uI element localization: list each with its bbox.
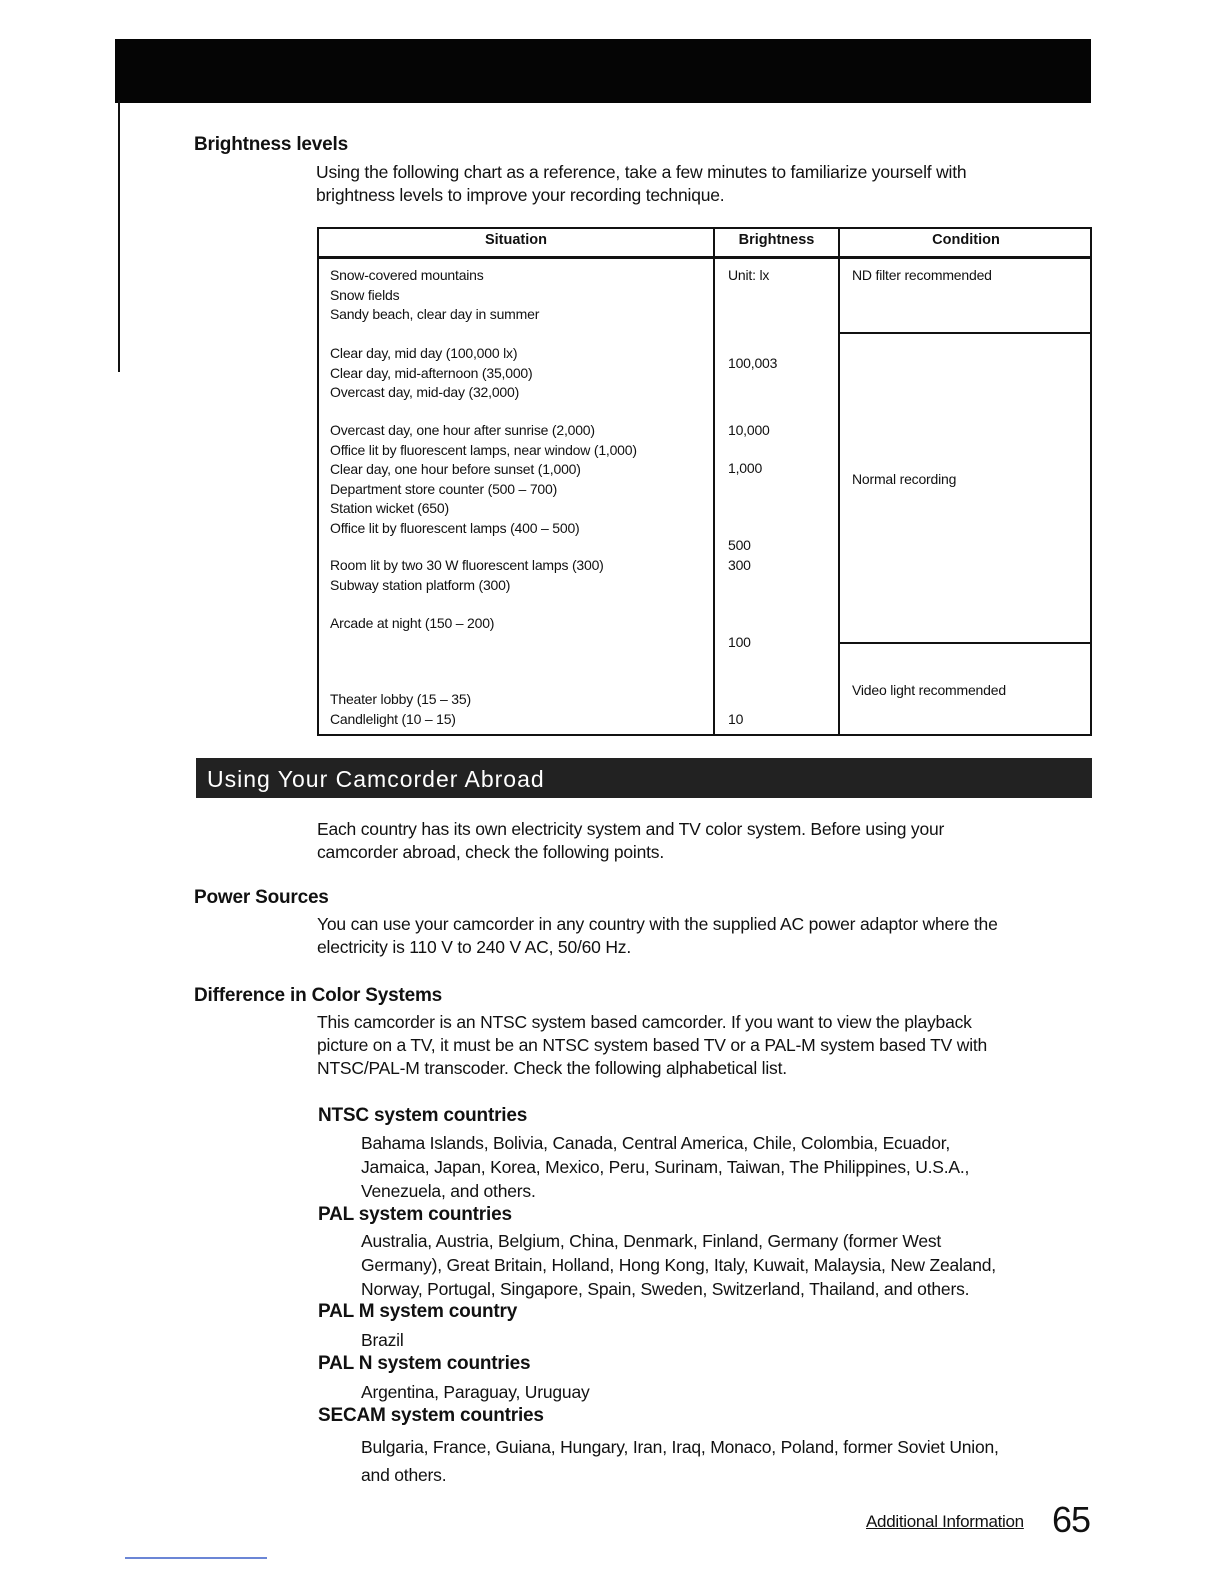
- brightness-intro-line: brightness levels to improve your recording technique.: [316, 185, 725, 205]
- condition-divider: [840, 642, 1090, 644]
- brightness-value: 1,000: [728, 460, 763, 476]
- situation-item: Candlelight (10 – 15): [330, 710, 456, 727]
- color-systems-line: picture on a TV, it must be an NTSC system based TV or a PAL-M system based TV with: [317, 1035, 988, 1055]
- pal-n-heading: PAL N system countries: [318, 1353, 531, 1374]
- situation-item: Snow-covered mountains: [330, 267, 484, 283]
- page-number: 65: [1052, 1499, 1091, 1540]
- country-line: and others.: [361, 1465, 447, 1485]
- power-sources-line: electricity is 110 V to 240 V AC, 50/60 Hz.: [317, 937, 632, 957]
- country-line: Australia, Austria, Belgium, China, Denmark, Finland, Germany (former West: [361, 1231, 942, 1251]
- ntsc-countries: [361, 1131, 969, 1203]
- situation-item: Office lit by fluorescent lamps, near window (1,000): [330, 441, 637, 458]
- pal-m-countries: [361, 1328, 404, 1352]
- situation-item: Overcast day, mid-day (32,000): [330, 384, 520, 400]
- condition-value: Video light recommended: [852, 682, 1006, 698]
- brightness-value: 100: [728, 634, 751, 650]
- pal-n-countries: [361, 1380, 590, 1404]
- situation-group: [330, 344, 714, 403]
- situation-item: Theater lobby (15 – 35): [330, 691, 471, 707]
- country-line: Germany), Great Britain, Holland, Hong Kong, Italy, Kuwait, Malaysia, New Zealand,: [361, 1255, 996, 1275]
- situation-item: Room lit by two 30 W fluorescent lamps (300): [330, 557, 604, 573]
- situation-item: Clear day, mid-afternoon (35,000): [330, 364, 533, 381]
- left-margin-rule: [118, 100, 120, 372]
- brightness-value: Unit: lx: [728, 267, 770, 283]
- situation-group: [330, 266, 714, 325]
- condition-value: Normal recording: [852, 471, 957, 487]
- situation-item: Department store counter (500 – 700): [330, 480, 558, 497]
- brightness-value: 100,003: [728, 355, 778, 371]
- situation-item: Subway station platform (300): [330, 576, 511, 593]
- column-divider: [838, 229, 840, 734]
- situation-item: Snow fields: [330, 286, 400, 303]
- brightness-intro-line: Using the following chart as a reference, take a few minutes to familiarize yourself with: [316, 162, 967, 182]
- pal-countries: [361, 1229, 996, 1301]
- column-header-brightness: Brightness: [738, 232, 815, 248]
- header-divider: [319, 256, 1090, 259]
- abroad-intro-line: camcorder abroad, check the following points.: [317, 842, 665, 862]
- situation-group: [330, 556, 714, 595]
- country-line: Brazil: [361, 1330, 404, 1350]
- bottom-rule: [125, 1557, 267, 1559]
- color-systems-line: This camcorder is an NTSC system based camcorder. If you want to view the playback: [317, 1012, 972, 1032]
- situation-item: Office lit by fluorescent lamps (400 – 500): [330, 519, 580, 536]
- pal-m-heading: PAL M system country: [318, 1301, 518, 1322]
- header-band: [115, 39, 1091, 103]
- country-line: Venezuela, and others.: [361, 1181, 536, 1201]
- situation-group: [330, 421, 714, 538]
- situation-item: Sandy beach, clear day in summer: [330, 306, 540, 322]
- secam-countries: [361, 1433, 999, 1489]
- brightness-value: 10,000: [728, 422, 770, 438]
- situation-item: Station wicket (650): [330, 500, 449, 516]
- country-line: Argentina, Paraguay, Uruguay: [361, 1382, 590, 1402]
- color-systems-text: [317, 1011, 987, 1080]
- power-sources-line: You can use your camcorder in any country with the supplied AC power adaptor where the: [317, 914, 998, 934]
- brightness-heading: Brightness levels: [194, 134, 348, 155]
- brightness-table: [317, 227, 1092, 736]
- country-line: Norway, Portugal, Singapore, Spain, Sweden, Switzerland, Thailand, and others.: [361, 1279, 970, 1299]
- power-sources-text: [317, 913, 998, 959]
- situation-item: Clear day, mid day (100,000 lx): [330, 345, 518, 361]
- pal-heading: PAL system countries: [318, 1204, 512, 1225]
- situation-item: Clear day, one hour before sunset (1,000): [330, 461, 581, 477]
- brightness-intro: [316, 161, 966, 207]
- situation-group: [330, 690, 714, 729]
- column-header-situation: Situation: [484, 232, 548, 248]
- country-line: Bulgaria, France, Guiana, Hungary, Iran, Iraq, Monaco, Poland, former Soviet Union,: [361, 1437, 999, 1457]
- situation-item: Overcast day, one hour after sunrise (2,000): [330, 422, 595, 438]
- abroad-intro: [317, 818, 944, 864]
- color-systems-line: NTSC/PAL-M transcoder. Check the following alphabetical list.: [317, 1058, 787, 1078]
- condition-value: ND filter recommended: [852, 267, 992, 283]
- country-line: Jamaica, Japan, Korea, Mexico, Peru, Surinam, Taiwan, The Philippines, U.S.A.,: [361, 1157, 970, 1177]
- condition-divider: [840, 332, 1090, 334]
- situation-item: Arcade at night (150 – 200): [330, 615, 495, 631]
- footer-section-label: Additional Information: [866, 1512, 1024, 1531]
- ntsc-heading: NTSC system countries: [318, 1105, 528, 1126]
- abroad-intro-line: Each country has its own electricity system and TV color system. Before using your: [317, 819, 945, 839]
- power-sources-heading: Power Sources: [194, 887, 329, 908]
- section-banner: Using Your Camcorder Abroad: [196, 758, 1092, 798]
- country-line: Bahama Islands, Bolivia, Canada, Central America, Chile, Colombia, Ecuador,: [361, 1133, 951, 1153]
- brightness-value: 300: [728, 557, 751, 573]
- secam-heading: SECAM system countries: [318, 1405, 544, 1426]
- brightness-value: 10: [728, 711, 744, 727]
- color-systems-heading: Difference in Color Systems: [194, 985, 443, 1006]
- brightness-value: 500: [728, 537, 751, 553]
- column-header-condition: Condition: [932, 232, 1000, 248]
